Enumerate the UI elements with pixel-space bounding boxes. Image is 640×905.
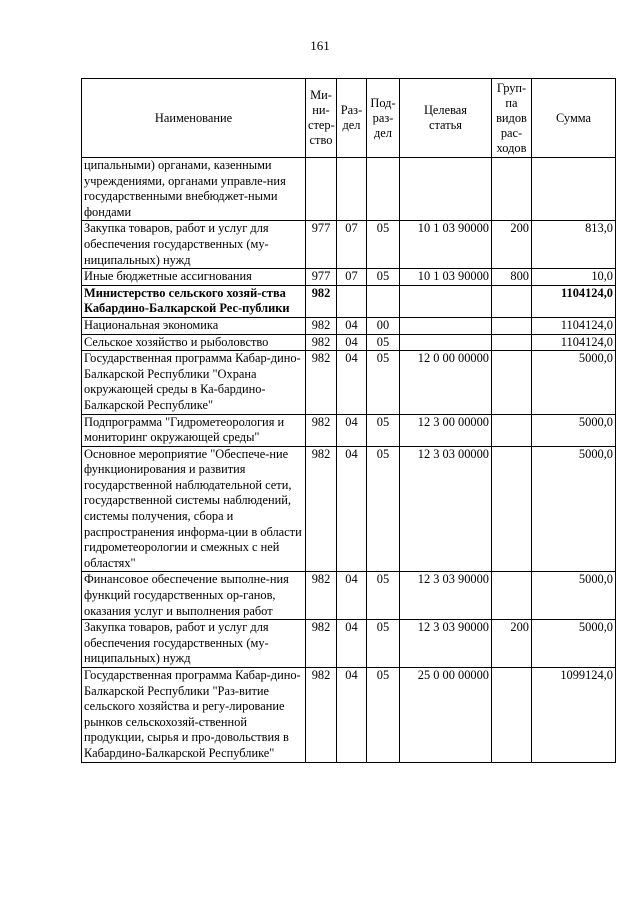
cell-section: 07 [337,221,367,269]
cell-expense-group [492,668,532,763]
cell-name: Сельское хозяйство и рыболовство [82,334,306,351]
cell-target [400,317,492,334]
cell-expense-group [492,317,532,334]
header-ministry-text: Ми- ни- стер- ство [308,88,335,147]
cell-sum: 5000,0 [532,414,616,446]
header-section [337,79,367,158]
cell-subsection: 05 [367,446,400,572]
cell-ministry: 982 [306,285,337,317]
cell-ministry: 982 [306,668,337,763]
cell-section: 04 [337,317,367,334]
cell-target: 10 1 03 90000 [400,221,492,269]
table-row [82,414,616,446]
cell-target [400,334,492,351]
cell-target: 12 3 00 00000 [400,414,492,446]
cell-target: 10 1 03 90000 [400,269,492,286]
cell-target: 12 0 00 00000 [400,351,492,414]
cell-section [337,158,367,221]
cell-target: 12 3 03 90000 [400,572,492,620]
table-body [82,158,616,763]
cell-sum: 1104124,0 [532,285,616,317]
table-row [82,668,616,763]
cell-target [400,158,492,221]
cell-sum: 10,0 [532,269,616,286]
cell-section: 04 [337,334,367,351]
table-row [82,446,616,572]
table-row [82,620,616,668]
cell-expense-group: 200 [492,620,532,668]
cell-name: Закупка товаров, работ и услуг для обеспечения государственных (му-ниципальных) нужд [82,620,306,668]
table-row [82,158,616,221]
table-row [82,317,616,334]
cell-ministry: 982 [306,317,337,334]
table-row [82,221,616,269]
cell-section: 04 [337,620,367,668]
cell-expense-group [492,334,532,351]
cell-target: 25 0 00 00000 [400,668,492,763]
cell-name: ципальными) органами, казенными учреждениями, органами управле-ния государственными внебюджет-ными фондами [82,158,306,221]
table-row [82,334,616,351]
cell-target: 12 3 03 90000 [400,620,492,668]
cell-subsection: 05 [367,620,400,668]
header-ministry [306,79,337,158]
header-target-text: Целевая статья [423,103,468,132]
cell-name: Основное мероприятие "Обеспече-ние функционирования и развития государственной наблюдательной сети, государственной системы наблюдений, системы получения, сбора и распространения информа-ции в области гидрометеорологии и смежных с ней областях" [82,446,306,572]
cell-ministry: 982 [306,446,337,572]
header-subsection [367,79,400,158]
cell-subsection: 05 [367,269,400,286]
cell-name: Финансовое обеспечение выполне-ния функций государственных ор-ганов, оказания услуг и выполнения работ [82,572,306,620]
cell-sum: 5000,0 [532,620,616,668]
cell-ministry: 982 [306,620,337,668]
budget-table [81,78,616,763]
cell-name: Министерство сельского хозяй-ства Кабардино-Балкарской Рес-публики [82,285,306,317]
cell-expense-group [492,158,532,221]
cell-section: 07 [337,269,367,286]
header-section-text: Раз- дел [340,103,363,132]
cell-name: Закупка товаров, работ и услуг для обеспечения государственных (му-ниципальных) нужд [82,221,306,269]
cell-section [337,285,367,317]
cell-section: 04 [337,351,367,414]
cell-section: 04 [337,446,367,572]
cell-section: 04 [337,414,367,446]
cell-section: 04 [337,668,367,763]
cell-expense-group: 800 [492,269,532,286]
cell-subsection: 05 [367,334,400,351]
header-expense-group-text: Груп- па видов рас- ходов [496,80,527,155]
cell-subsection: 05 [367,572,400,620]
cell-sum: 5000,0 [532,351,616,414]
cell-expense-group [492,572,532,620]
cell-ministry: 982 [306,334,337,351]
cell-section: 04 [337,572,367,620]
cell-subsection [367,158,400,221]
cell-sum: 1099124,0 [532,668,616,763]
cell-name: Государственная программа Кабар-дино-Балкарской Республики "Раз-витие сельского хозяйства и регу-лирование рынков сельскохозяй-ственной продукции, сырья и про-довольствия в Кабардино-Балкарской Республике" [82,668,306,763]
cell-sum: 5000,0 [532,446,616,572]
cell-expense-group [492,446,532,572]
cell-expense-group [492,351,532,414]
cell-name: Национальная экономика [82,317,306,334]
header-subsection-text: Под- раз- дел [370,95,396,140]
cell-subsection: 05 [367,414,400,446]
cell-expense-group [492,414,532,446]
table-header-row [82,79,616,158]
header-name: Наименование [82,79,306,158]
cell-sum: 1104124,0 [532,317,616,334]
cell-sum: 1104124,0 [532,334,616,351]
cell-target: 12 3 03 00000 [400,446,492,572]
cell-ministry: 982 [306,414,337,446]
cell-ministry: 977 [306,269,337,286]
cell-subsection [367,285,400,317]
cell-name: Иные бюджетные ассигнования [82,269,306,286]
cell-ministry: 977 [306,221,337,269]
cell-sum [532,158,616,221]
cell-name: Государственная программа Кабар-дино-Балкарской Республики "Охрана окружающей среды в Ка-бардино-Балкарской Республике" [82,351,306,414]
table-row [82,572,616,620]
table-row [82,285,616,317]
cell-subsection: 05 [367,668,400,763]
cell-expense-group: 200 [492,221,532,269]
header-target [400,79,492,158]
cell-subsection: 00 [367,317,400,334]
header-expense-group [492,79,532,158]
cell-expense-group [492,285,532,317]
cell-sum: 813,0 [532,221,616,269]
table-row [82,351,616,414]
cell-name: Подпрограмма "Гидрометеорология и мониторинг окружающей среды" [82,414,306,446]
cell-sum: 5000,0 [532,572,616,620]
cell-ministry [306,158,337,221]
page-number: 161 [310,38,330,53]
table-row [82,269,616,286]
cell-target [400,285,492,317]
header-sum: Сумма [532,79,616,158]
cell-subsection: 05 [367,221,400,269]
cell-ministry: 982 [306,351,337,414]
cell-ministry: 982 [306,572,337,620]
cell-subsection: 05 [367,351,400,414]
